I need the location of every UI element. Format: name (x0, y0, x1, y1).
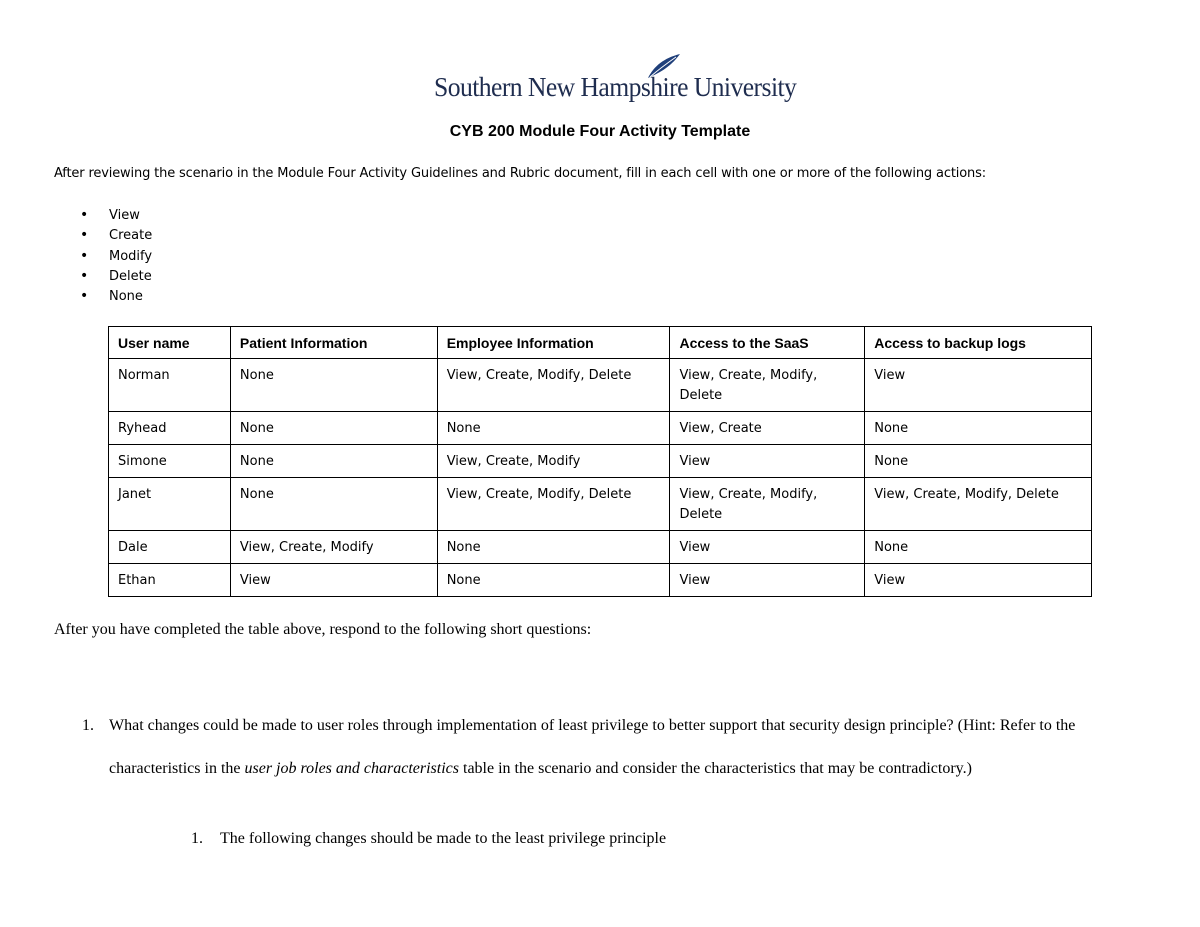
table-cell: None (230, 412, 437, 445)
table-cell: None (865, 445, 1092, 478)
followup-paragraph: After you have completed the table above, respond to the following short questions: (54, 621, 592, 638)
action-list-item: • View (54, 207, 152, 227)
question-1 (82, 705, 1142, 790)
table-cell: View, Create, Modify (437, 445, 670, 478)
action-list-item: • Create (54, 227, 152, 247)
table-cell: View, Create, Modify, Delete (437, 478, 670, 531)
action-list-item: • None (54, 288, 152, 308)
table-row (109, 359, 1092, 412)
table-cell: None (230, 445, 437, 478)
table-cell: View (670, 531, 865, 564)
table-cell: View, Create (670, 412, 865, 445)
table-row (109, 531, 1092, 564)
table-cell: View (865, 564, 1092, 597)
table-cell: None (437, 412, 670, 445)
table-header-row (109, 327, 1092, 359)
table-header-cell: User name (109, 327, 231, 359)
table-header-cell: Access to backup logs (865, 327, 1092, 359)
answer-text: The following changes should be made to the least privilege principle (220, 830, 667, 847)
actions-list (54, 207, 152, 308)
question-text: What changes could be made to user roles through implementation of least privilege to better support that security design principle? (Hint: Refer to the characteristics in the user job roles and characteristics table in the scenario and consider the characteristics that may be contradictory.) (109, 717, 1076, 777)
table-cell: Simone (109, 445, 231, 478)
question-number: 1. (82, 717, 94, 734)
table-cell: Ethan (109, 564, 231, 597)
permissions-table (108, 326, 1092, 597)
intro-paragraph: After reviewing the scenario in the Module Four Activity Guidelines and Rubric document, fill in each cell with one or more of the following actions: (54, 166, 986, 181)
logo-wordmark: Southern New Hampshire University (434, 72, 797, 102)
action-list-item: • Modify (54, 248, 152, 268)
table-cell: View (670, 445, 865, 478)
table-header-cell: Access to the SaaS (670, 327, 865, 359)
table-cell: Ryhead (109, 412, 231, 445)
table-cell: Janet (109, 478, 231, 531)
table-cell: Norman (109, 359, 231, 412)
table-row (109, 478, 1092, 531)
answer-1 (191, 830, 666, 848)
table-row (109, 564, 1092, 597)
table-cell: None (865, 531, 1092, 564)
table-cell: View, Create, Modify (230, 531, 437, 564)
table-cell: None (230, 359, 437, 412)
table-cell: View (670, 564, 865, 597)
table-cell: None (865, 412, 1092, 445)
answer-number: 1. (191, 830, 203, 847)
table-cell: None (437, 564, 670, 597)
table-header-cell: Employee Information (437, 327, 670, 359)
table-cell: Dale (109, 531, 231, 564)
table-cell: View (865, 359, 1092, 412)
action-list-item: • Delete (54, 268, 152, 288)
table-header-cell: Patient Information (230, 327, 437, 359)
university-logo (434, 52, 797, 104)
table-cell: None (437, 531, 670, 564)
table-cell: View, Create, Modify, Delete (437, 359, 670, 412)
table-cell: View, Create, Modify, Delete (865, 478, 1092, 531)
table-row (109, 412, 1092, 445)
table-cell: View (230, 564, 437, 597)
italic-phrase: user job roles and characteristics (244, 759, 459, 777)
table-cell: None (230, 478, 437, 531)
table-cell: View, Create, Modify, Delete (670, 478, 865, 531)
leaf-icon (644, 52, 684, 82)
table-row (109, 445, 1092, 478)
document-title: CYB 200 Module Four Activity Template (449, 123, 751, 140)
table-cell: View, Create, Modify, Delete (670, 359, 865, 412)
